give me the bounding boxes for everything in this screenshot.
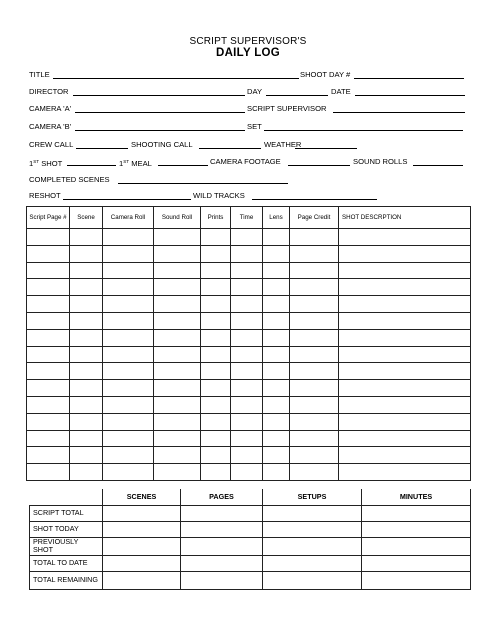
form-subtitle: SCRIPT SUPERVISOR'S [189, 36, 307, 47]
totals-cell[interactable] [263, 505, 362, 521]
camera-a-field[interactable] [75, 112, 245, 113]
shot-log-cell[interactable] [231, 396, 263, 413]
col-lens: Lens [263, 207, 290, 229]
shot-log-cell[interactable] [27, 413, 70, 430]
shot-log-cell[interactable] [290, 380, 339, 397]
shot-log-cell[interactable] [339, 312, 471, 329]
totals-cell[interactable] [181, 571, 263, 589]
set-label: SET [247, 122, 262, 131]
shot-log-cell[interactable] [103, 396, 154, 413]
totals-row-total-remaining [30, 571, 471, 589]
shot-log-cell[interactable] [201, 447, 231, 464]
shot-log-cell[interactable] [27, 447, 70, 464]
shot-log-cell[interactable] [290, 262, 339, 279]
shot-log-cell[interactable] [154, 396, 201, 413]
shot-log-cell[interactable] [201, 312, 231, 329]
field-row-director [29, 86, 469, 98]
shot-log-cell[interactable] [201, 363, 231, 380]
col-page-credit: Page Credit [290, 207, 339, 229]
shot-log-row [27, 312, 471, 329]
shot-log-cell[interactable] [339, 396, 471, 413]
shot-log-table [26, 206, 471, 481]
shot-log-cell[interactable] [263, 296, 290, 313]
shot-log-cell[interactable] [103, 430, 154, 447]
shot-log-cell[interactable] [103, 413, 154, 430]
col-sound-roll: Sound Roll [154, 207, 201, 229]
date-label: DATE [331, 87, 351, 96]
crew-call-label: CREW CALL [29, 140, 74, 149]
shot-log-cell[interactable] [339, 447, 471, 464]
shot-log-cell[interactable] [339, 346, 471, 363]
shot-log-cell[interactable] [154, 296, 201, 313]
shot-log-cell[interactable] [103, 296, 154, 313]
shot-log-cell[interactable] [27, 363, 70, 380]
shot-log-cell[interactable] [263, 413, 290, 430]
field-row-camera-a [29, 103, 469, 115]
shooting-call-field[interactable] [199, 148, 261, 149]
shot-log-cell[interactable] [154, 380, 201, 397]
shot-log-cell[interactable] [201, 262, 231, 279]
totals-col-pages: PAGES [181, 489, 263, 505]
shot-log-cell[interactable] [27, 396, 70, 413]
shot-log-cell[interactable] [103, 447, 154, 464]
first-meal-field[interactable] [158, 165, 208, 166]
shot-log-cell[interactable] [154, 447, 201, 464]
shot-log-cell[interactable] [70, 329, 103, 346]
shot-log-cell[interactable] [201, 413, 231, 430]
weather-field[interactable] [295, 148, 357, 149]
shot-log-cell[interactable] [201, 296, 231, 313]
shot-log-cell[interactable] [103, 329, 154, 346]
totals-cell[interactable] [103, 555, 181, 571]
shot-log-cell[interactable] [339, 296, 471, 313]
shot-log-cell[interactable] [70, 262, 103, 279]
shot-log-row [27, 413, 471, 430]
shot-log-cell[interactable] [263, 279, 290, 296]
script-supervisor-field[interactable] [333, 112, 465, 113]
shot-log-cell[interactable] [27, 262, 70, 279]
shot-log-cell[interactable] [231, 229, 263, 246]
shot-log-cell[interactable] [27, 329, 70, 346]
col-shot-description: SHOT DESCRPTION [339, 207, 471, 229]
shot-log-cell[interactable] [290, 464, 339, 481]
totals-row-shot-today [30, 521, 471, 537]
shot-log-cell[interactable] [263, 329, 290, 346]
crew-call-field[interactable] [76, 148, 128, 149]
shoot-day-field[interactable] [354, 78, 464, 79]
field-row-title [29, 69, 469, 81]
shot-log-cell[interactable] [290, 229, 339, 246]
shot-log-cell[interactable] [290, 279, 339, 296]
shot-log-cell[interactable] [290, 430, 339, 447]
shot-log-cell[interactable] [201, 380, 231, 397]
totals-row-total-to-date [30, 555, 471, 571]
shot-log-cell[interactable] [27, 464, 70, 481]
shot-log-cell[interactable] [27, 380, 70, 397]
completed-scenes-field[interactable] [118, 183, 288, 184]
field-row-camera-b [29, 121, 469, 133]
shot-log-cell[interactable] [201, 430, 231, 447]
shot-log-cell[interactable] [70, 447, 103, 464]
shot-log-cell[interactable] [154, 464, 201, 481]
totals-cell[interactable] [263, 571, 362, 589]
col-time: Time [231, 207, 263, 229]
shot-log-cell[interactable] [201, 346, 231, 363]
shot-log-cell[interactable] [201, 464, 231, 481]
shot-log-row [27, 279, 471, 296]
shot-log-cell[interactable] [231, 363, 263, 380]
totals-label: PREVIOUSLY SHOT [30, 537, 103, 555]
shot-log-cell[interactable] [154, 329, 201, 346]
wild-tracks-field[interactable] [252, 199, 377, 200]
shot-log-cell[interactable] [201, 245, 231, 262]
title-field[interactable] [53, 78, 299, 79]
sound-rolls-label: SOUND ROLLS [353, 157, 408, 166]
shot-log-cell[interactable] [103, 262, 154, 279]
shot-log-cell[interactable] [70, 312, 103, 329]
shot-log-cell[interactable] [339, 279, 471, 296]
shot-log-cell[interactable] [231, 329, 263, 346]
first-shot-field[interactable] [67, 165, 116, 166]
shot-log-cell[interactable] [154, 346, 201, 363]
totals-col-setups: SETUPS [263, 489, 362, 505]
camera-a-label: CAMERA 'A' [29, 104, 72, 113]
shot-log-cell[interactable] [27, 346, 70, 363]
shot-log-cell[interactable] [263, 380, 290, 397]
totals-cell[interactable] [181, 521, 263, 537]
shot-log-cell[interactable] [70, 346, 103, 363]
shot-log-cell[interactable] [231, 279, 263, 296]
col-camera-roll: Camera Roll [103, 207, 154, 229]
shot-log-cell[interactable] [231, 296, 263, 313]
totals-label: TOTAL TO DATE [30, 555, 103, 571]
shot-log-row [27, 262, 471, 279]
shot-log-cell[interactable] [70, 229, 103, 246]
first-shot-label: 1ST SHOT [29, 159, 63, 168]
totals-label: TOTAL REMAINING [30, 571, 103, 589]
day-field[interactable] [266, 95, 328, 96]
camera-footage-label: CAMERA FOOTAGE [210, 157, 281, 166]
completed-scenes-label: COMPLETED SCENES [29, 175, 110, 184]
shot-log-cell[interactable] [231, 447, 263, 464]
shot-log-cell[interactable] [339, 229, 471, 246]
totals-cell[interactable] [263, 555, 362, 571]
shot-log-cell[interactable] [103, 229, 154, 246]
shot-log-cell[interactable] [263, 245, 290, 262]
shot-log-cell[interactable] [263, 346, 290, 363]
shot-log-header-row [27, 207, 471, 229]
totals-label: SCRIPT TOTAL [30, 505, 103, 521]
title-label: TITLE [29, 70, 50, 79]
shot-log-cell[interactable] [154, 279, 201, 296]
shot-log-row [27, 245, 471, 262]
totals-col-scenes: SCENES [103, 489, 181, 505]
shot-log-cell[interactable] [70, 296, 103, 313]
field-row-shots [29, 156, 469, 168]
totals-cell[interactable] [362, 521, 471, 537]
totals-cell[interactable] [362, 571, 471, 589]
shot-log-cell[interactable] [154, 363, 201, 380]
shot-log-cell[interactable] [201, 329, 231, 346]
shot-log-cell[interactable] [103, 279, 154, 296]
shot-log-cell[interactable] [290, 329, 339, 346]
shot-log-row [27, 396, 471, 413]
shot-log-cell[interactable] [27, 279, 70, 296]
shot-log-cell[interactable] [27, 296, 70, 313]
shot-log-row [27, 296, 471, 313]
shot-log-body [27, 229, 471, 481]
shot-log-cell[interactable] [290, 396, 339, 413]
shot-log-cell[interactable] [27, 312, 70, 329]
shot-log-cell[interactable] [263, 312, 290, 329]
shot-log-cell[interactable] [290, 312, 339, 329]
shot-log-cell[interactable] [339, 430, 471, 447]
shot-log-row [27, 430, 471, 447]
shot-log-cell[interactable] [339, 413, 471, 430]
totals-cell[interactable] [263, 521, 362, 537]
col-scene: Scene [70, 207, 103, 229]
totals-header-row [30, 489, 471, 505]
shot-log-cell[interactable] [263, 262, 290, 279]
shot-log-cell[interactable] [201, 229, 231, 246]
col-script-page: Script Page # [27, 207, 70, 229]
totals-row-script-total [30, 505, 471, 521]
shot-log-cell[interactable] [290, 413, 339, 430]
shot-log-cell[interactable] [70, 413, 103, 430]
shot-log-cell[interactable] [263, 464, 290, 481]
wild-tracks-label: WILD TRACKS [193, 191, 245, 200]
day-label: DAY [247, 87, 263, 96]
totals-cell[interactable] [103, 521, 181, 537]
totals-cell[interactable] [362, 555, 471, 571]
shot-log-cell[interactable] [27, 245, 70, 262]
shot-log-cell[interactable] [103, 380, 154, 397]
shot-log-cell[interactable] [263, 229, 290, 246]
shooting-call-label: SHOOTING CALL [131, 140, 193, 149]
shot-log-cell[interactable] [27, 430, 70, 447]
totals-cell[interactable] [103, 505, 181, 521]
shot-log-cell[interactable] [154, 229, 201, 246]
totals-cell[interactable] [263, 537, 362, 555]
col-prints: Prints [201, 207, 231, 229]
shot-log-cell[interactable] [70, 396, 103, 413]
camera-b-field[interactable] [75, 130, 245, 131]
shot-log-row [27, 329, 471, 346]
shot-log-cell[interactable] [231, 346, 263, 363]
totals-cell[interactable] [181, 537, 263, 555]
totals-label: SHOT TODAY [30, 521, 103, 537]
shot-log-cell[interactable] [263, 363, 290, 380]
shot-log-cell[interactable] [231, 380, 263, 397]
shot-log-cell[interactable] [263, 430, 290, 447]
shot-log-cell[interactable] [339, 464, 471, 481]
reshot-field[interactable] [63, 199, 191, 200]
shot-log-cell[interactable] [103, 245, 154, 262]
director-field[interactable] [73, 95, 245, 96]
form-title: DAILY LOG [215, 47, 281, 59]
shot-log-cell[interactable] [290, 346, 339, 363]
shot-log-row [27, 464, 471, 481]
shot-log-cell[interactable] [339, 262, 471, 279]
first-meal-label: 1ST MEAL [119, 159, 152, 168]
shot-log-cell[interactable] [339, 329, 471, 346]
camera-footage-field[interactable] [288, 165, 350, 166]
totals-table [29, 489, 471, 590]
date-field[interactable] [355, 95, 465, 96]
shot-log-row [27, 380, 471, 397]
shot-log-cell[interactable] [103, 464, 154, 481]
shot-log-row [27, 363, 471, 380]
shot-log-cell[interactable] [70, 279, 103, 296]
shot-log-cell[interactable] [70, 464, 103, 481]
totals-cell[interactable] [181, 505, 263, 521]
shot-log-cell[interactable] [231, 312, 263, 329]
shot-log-row [27, 447, 471, 464]
shot-log-cell[interactable] [201, 396, 231, 413]
shot-log-cell[interactable] [231, 413, 263, 430]
shot-log-cell[interactable] [290, 296, 339, 313]
totals-row-previously-shot [30, 537, 471, 555]
set-field[interactable] [264, 130, 463, 131]
shot-log-row [27, 229, 471, 246]
shot-log-cell[interactable] [339, 363, 471, 380]
script-supervisor-label: SCRIPT SUPERVISOR [247, 104, 327, 113]
reshot-label: RESHOT [29, 191, 61, 200]
shot-log-cell[interactable] [263, 396, 290, 413]
shot-log-cell[interactable] [70, 380, 103, 397]
director-label: DIRECTOR [29, 87, 69, 96]
totals-cell[interactable] [103, 571, 181, 589]
shot-log-cell[interactable] [27, 229, 70, 246]
shot-log-cell[interactable] [201, 279, 231, 296]
shot-log-cell[interactable] [290, 245, 339, 262]
shot-log-cell[interactable] [70, 430, 103, 447]
weather-label: WEATHER [264, 140, 302, 149]
shot-log-cell[interactable] [339, 245, 471, 262]
shot-log-cell[interactable] [231, 464, 263, 481]
shot-log-row [27, 346, 471, 363]
field-row-calls [29, 139, 469, 151]
shot-log-cell[interactable] [154, 312, 201, 329]
totals-col-minutes: MINUTES [362, 489, 471, 505]
shot-log-cell[interactable] [231, 430, 263, 447]
shot-log-cell[interactable] [103, 312, 154, 329]
shot-log-cell[interactable] [154, 262, 201, 279]
shot-log-cell[interactable] [154, 413, 201, 430]
field-row-reshot [29, 190, 469, 202]
shoot-day-label: SHOOT DAY # [300, 70, 351, 79]
totals-cell[interactable] [362, 505, 471, 521]
shot-log-cell[interactable] [263, 447, 290, 464]
shot-log-cell[interactable] [154, 245, 201, 262]
shot-log-cell[interactable] [231, 262, 263, 279]
shot-log-cell[interactable] [103, 363, 154, 380]
totals-cell[interactable] [181, 555, 263, 571]
totals-cell[interactable] [362, 537, 471, 555]
camera-b-label: CAMERA 'B' [29, 122, 72, 131]
shot-log-cell[interactable] [70, 363, 103, 380]
totals-corner [30, 489, 103, 505]
shot-log-cell[interactable] [154, 430, 201, 447]
sound-rolls-field[interactable] [413, 165, 463, 166]
totals-cell[interactable] [103, 537, 181, 555]
shot-log-cell[interactable] [103, 346, 154, 363]
shot-log-cell[interactable] [339, 380, 471, 397]
shot-log-cell[interactable] [290, 363, 339, 380]
field-row-completed [29, 174, 469, 186]
shot-log-cell[interactable] [231, 245, 263, 262]
shot-log-cell[interactable] [290, 447, 339, 464]
shot-log-cell[interactable] [70, 245, 103, 262]
